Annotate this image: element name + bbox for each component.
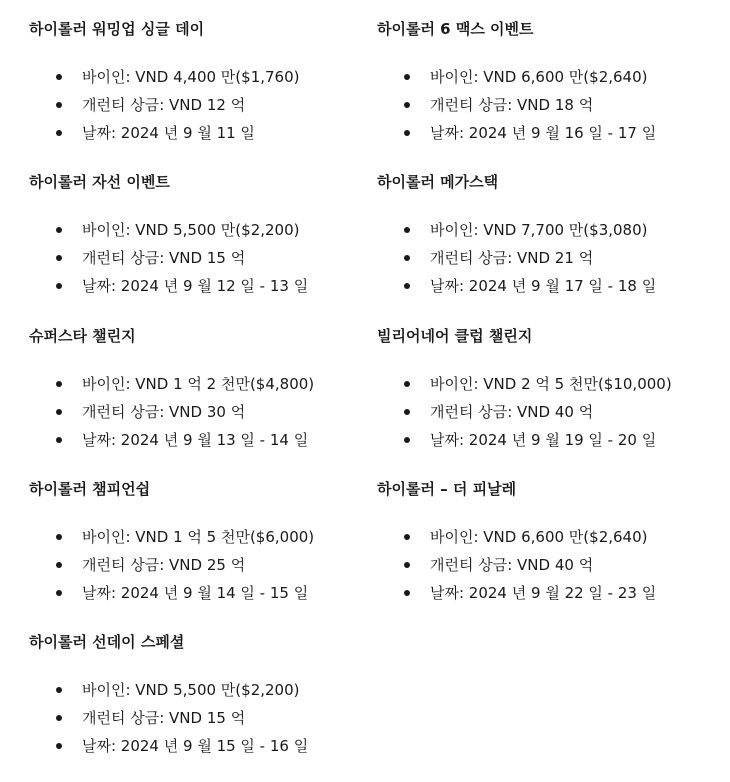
buyin-item	[29, 527, 374, 547]
guarantee-item	[377, 248, 722, 268]
bullet-icon	[404, 283, 410, 289]
date-item	[377, 276, 722, 296]
bullet-icon	[56, 687, 62, 693]
date-item	[29, 583, 374, 603]
event-block-charity	[29, 172, 374, 304]
bullet-icon	[404, 562, 410, 568]
guarantee-text: 개런티 상금: VND 18 억	[430, 96, 594, 114]
event-block-championship	[29, 479, 374, 611]
guarantee-item	[29, 555, 374, 575]
bullet-icon	[404, 590, 410, 596]
guarantee-item	[29, 95, 374, 115]
buyin-text: 바이인: VND 4,400 만($1,760)	[82, 68, 300, 86]
buyin-item	[377, 220, 722, 240]
buyin-text: 바이인: VND 5,500 만($2,200)	[82, 221, 300, 239]
guarantee-item	[377, 555, 722, 575]
event-detail-list	[377, 220, 722, 296]
event-detail-list	[377, 67, 722, 143]
event-block-superstar-challenge	[29, 326, 374, 458]
bullet-icon	[56, 227, 62, 233]
event-title: 하이롤러 챔피언쉽	[29, 480, 151, 498]
event-title: 슈퍼스타 챌린지	[29, 327, 136, 345]
bullet-icon	[404, 74, 410, 80]
event-detail-list	[29, 220, 374, 296]
bullet-icon	[404, 409, 410, 415]
bullet-icon	[404, 381, 410, 387]
bullet-icon	[56, 590, 62, 596]
buyin-text: 바이인: VND 1 억 5 천만($6,000)	[82, 528, 315, 546]
date-item	[29, 430, 374, 450]
guarantee-item	[29, 708, 374, 728]
guarantee-text: 개런티 상금: VND 15 억	[82, 709, 246, 727]
bullet-icon	[404, 534, 410, 540]
date-text: 날짜: 2024 년 9 월 15 일 - 16 일	[82, 737, 309, 755]
date-text: 날짜: 2024 년 9 월 14 일 - 15 일	[82, 584, 309, 602]
guarantee-item	[29, 402, 374, 422]
date-item	[29, 123, 374, 143]
buyin-item	[377, 374, 722, 394]
event-title: 하이롤러 메가스택	[377, 173, 499, 191]
event-title: 하이롤러 – 더 피날레	[377, 480, 517, 498]
guarantee-text: 개런티 상금: VND 30 억	[82, 403, 246, 421]
event-block-warmup-single-day	[29, 19, 374, 151]
guarantee-item	[377, 95, 722, 115]
buyin-text: 바이인: VND 2 억 5 천만($10,000)	[430, 375, 672, 393]
date-item	[377, 430, 722, 450]
date-item	[29, 276, 374, 296]
guarantee-text: 개런티 상금: VND 25 억	[82, 556, 246, 574]
bullet-icon	[56, 102, 62, 108]
bullet-icon	[404, 227, 410, 233]
buyin-item	[29, 680, 374, 700]
event-title: 빌리어네어 클럽 챌린지	[377, 327, 533, 345]
bullet-icon	[404, 255, 410, 261]
bullet-icon	[56, 715, 62, 721]
bullet-icon	[56, 74, 62, 80]
bullet-icon	[56, 409, 62, 415]
bullet-icon	[56, 255, 62, 261]
bullet-icon	[404, 130, 410, 136]
buyin-item	[377, 67, 722, 87]
bullet-icon	[56, 743, 62, 749]
date-text: 날짜: 2024 년 9 월 16 일 - 17 일	[430, 124, 657, 142]
date-text: 날짜: 2024 년 9 월 11 일	[82, 124, 255, 142]
bullet-icon	[56, 283, 62, 289]
event-detail-list	[29, 527, 374, 603]
bullet-icon	[56, 437, 62, 443]
guarantee-text: 개런티 상금: VND 40 억	[430, 556, 594, 574]
date-item	[377, 123, 722, 143]
event-block-billionaire-club	[377, 326, 722, 458]
bullet-icon	[56, 562, 62, 568]
event-title: 하이롤러 선데이 스페셜	[29, 633, 185, 651]
event-detail-list	[29, 374, 374, 450]
guarantee-text: 개런티 상금: VND 40 억	[430, 403, 594, 421]
event-detail-list	[29, 67, 374, 143]
buyin-item	[377, 527, 722, 547]
guarantee-text: 개런티 상금: VND 15 억	[82, 249, 246, 267]
guarantee-text: 개런티 상금: VND 12 억	[82, 96, 246, 114]
event-detail-list	[29, 680, 374, 756]
buyin-text: 바이인: VND 1 억 2 천만($4,800)	[82, 375, 315, 393]
date-item	[377, 583, 722, 603]
bullet-icon	[404, 102, 410, 108]
buyin-text: 바이인: VND 6,600 만($2,640)	[430, 528, 648, 546]
event-title: 하이롤러 워밍업 싱글 데이	[29, 20, 205, 38]
bullet-icon	[56, 534, 62, 540]
bullet-icon	[56, 130, 62, 136]
date-text: 날짜: 2024 년 9 월 17 일 - 18 일	[430, 277, 657, 295]
event-block-6max	[377, 19, 722, 151]
event-detail-list	[377, 527, 722, 603]
date-text: 날짜: 2024 년 9 월 22 일 - 23 일	[430, 584, 657, 602]
bullet-icon	[404, 437, 410, 443]
date-item	[29, 736, 374, 756]
buyin-text: 바이인: VND 5,500 만($2,200)	[82, 681, 300, 699]
date-text: 날짜: 2024 년 9 월 19 일 - 20 일	[430, 431, 657, 449]
guarantee-item	[377, 402, 722, 422]
event-title: 하이롤러 6 맥스 이벤트	[377, 20, 534, 38]
date-text: 날짜: 2024 년 9 월 13 일 - 14 일	[82, 431, 309, 449]
buyin-text: 바이인: VND 6,600 만($2,640)	[430, 68, 648, 86]
buyin-text: 바이인: VND 7,700 만($3,080)	[430, 221, 648, 239]
buyin-item	[29, 220, 374, 240]
buyin-item	[29, 374, 374, 394]
event-block-megastack	[377, 172, 722, 304]
guarantee-text: 개런티 상금: VND 21 억	[430, 249, 594, 267]
event-detail-list	[377, 374, 722, 450]
guarantee-item	[29, 248, 374, 268]
event-block-sunday-special	[29, 632, 374, 764]
event-block-finale	[377, 479, 722, 611]
buyin-item	[29, 67, 374, 87]
event-title: 하이롤러 자선 이벤트	[29, 173, 170, 191]
bullet-icon	[56, 381, 62, 387]
date-text: 날짜: 2024 년 9 월 12 일 - 13 일	[82, 277, 309, 295]
